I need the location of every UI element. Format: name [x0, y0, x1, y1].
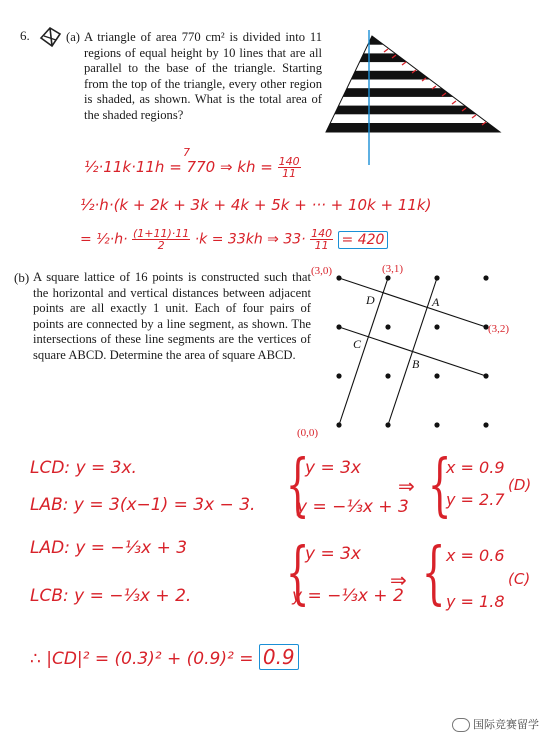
line-ab-equation: LAB: y = 3(x−1) = 3x − 3.	[30, 495, 256, 515]
system-1-solution-x: x = 0.9	[446, 458, 505, 477]
final-answer-box: 0.9	[259, 644, 299, 670]
a-work-line-3: = ½·h· $\frac{(1+11)\cdot 11}{2}$ ·k = 33kh ⇒ 33· $\frac{140}{11}$ = 420	[80, 228, 388, 251]
hand-label-3-1: (3,1)	[382, 263, 404, 275]
line-cd-equation: LCD: y = 3x.	[30, 458, 137, 478]
a-work-line-1: ½·11k·11h = 770 ⇒ kh = $\frac{140}{11}$	[84, 155, 300, 180]
problem-number: 6.	[20, 28, 30, 43]
vertex-label-a: A	[432, 295, 440, 309]
system-1-tag: (D)	[508, 476, 532, 494]
hand-label-0-0: (0,0)	[297, 427, 319, 439]
system-2-arrow: ⇒	[390, 568, 407, 592]
lattice-figure	[295, 260, 535, 445]
system-2-eq-2: y = −⅓x + 2	[292, 586, 404, 606]
system-1-eq-2: y = −⅓x + 3	[297, 497, 409, 517]
hand-label-3-2: (3,2)	[488, 323, 510, 335]
part-b-text: A square lattice of 16 points is constructed such that the horizontal and vertical distances between adjacent points are all exactly 1 unit. Each of four pairs of points are connected by a line segment, as shown. The intersections of these line segments are the vertices of square ABCD. Determine the area of square ABCD.	[33, 270, 311, 362]
system-2-tag: (C)	[508, 570, 531, 588]
system-2-solution-y: y = 1.8	[446, 592, 505, 611]
line-ad-equation: LAD: y = −⅓x + 3	[30, 538, 188, 558]
scribble-icon	[38, 24, 64, 50]
vertex-label-c: C	[353, 337, 362, 351]
hand-label-3-0: (3,0)	[311, 265, 333, 277]
striped-triangle-figure	[322, 30, 512, 165]
system-2-solution-brace: {	[421, 534, 446, 613]
system-2-brace: {	[285, 534, 310, 613]
system-1-solution-y: y = 2.7	[446, 490, 505, 509]
part-b-label: (b)	[14, 270, 30, 285]
system-1-solution-brace: {	[427, 446, 452, 525]
final-line: ∴ |CD|² = (0.3)² + (0.9)² = 0.9	[30, 645, 299, 669]
vertex-label-b: B	[412, 357, 420, 371]
system-1-brace: {	[285, 446, 310, 525]
system-2-solution-x: x = 0.6	[446, 546, 505, 565]
line-cb-equation: LCB: y = −⅓x + 2.	[30, 586, 192, 606]
part-a-label: (a)	[66, 30, 80, 44]
a-answer-box: = 420	[338, 231, 389, 249]
a-work-small-seven: 7	[183, 146, 190, 159]
watermark: 国际竞赛留学	[452, 716, 539, 732]
system-2-eq-1: y = 3x	[305, 544, 361, 564]
vertex-label-d: D	[366, 293, 375, 307]
wechat-icon	[452, 718, 470, 732]
part-a-text: A triangle of area 770 cm² is divided into 11 regions of equal height by 10 lines that are all parallel to the base of the triangle. Starting from the top of the triangle, every other region is shaded, as shown. What is the total area of the shaded regions?	[84, 30, 322, 122]
system-1-arrow: ⇒	[398, 474, 415, 498]
a-work-line-2: ½·h·(k + 2k + 3k + 4k + 5k + ··· + 10k + 11k)	[80, 196, 432, 214]
system-1-eq-1: y = 3x	[305, 458, 361, 478]
